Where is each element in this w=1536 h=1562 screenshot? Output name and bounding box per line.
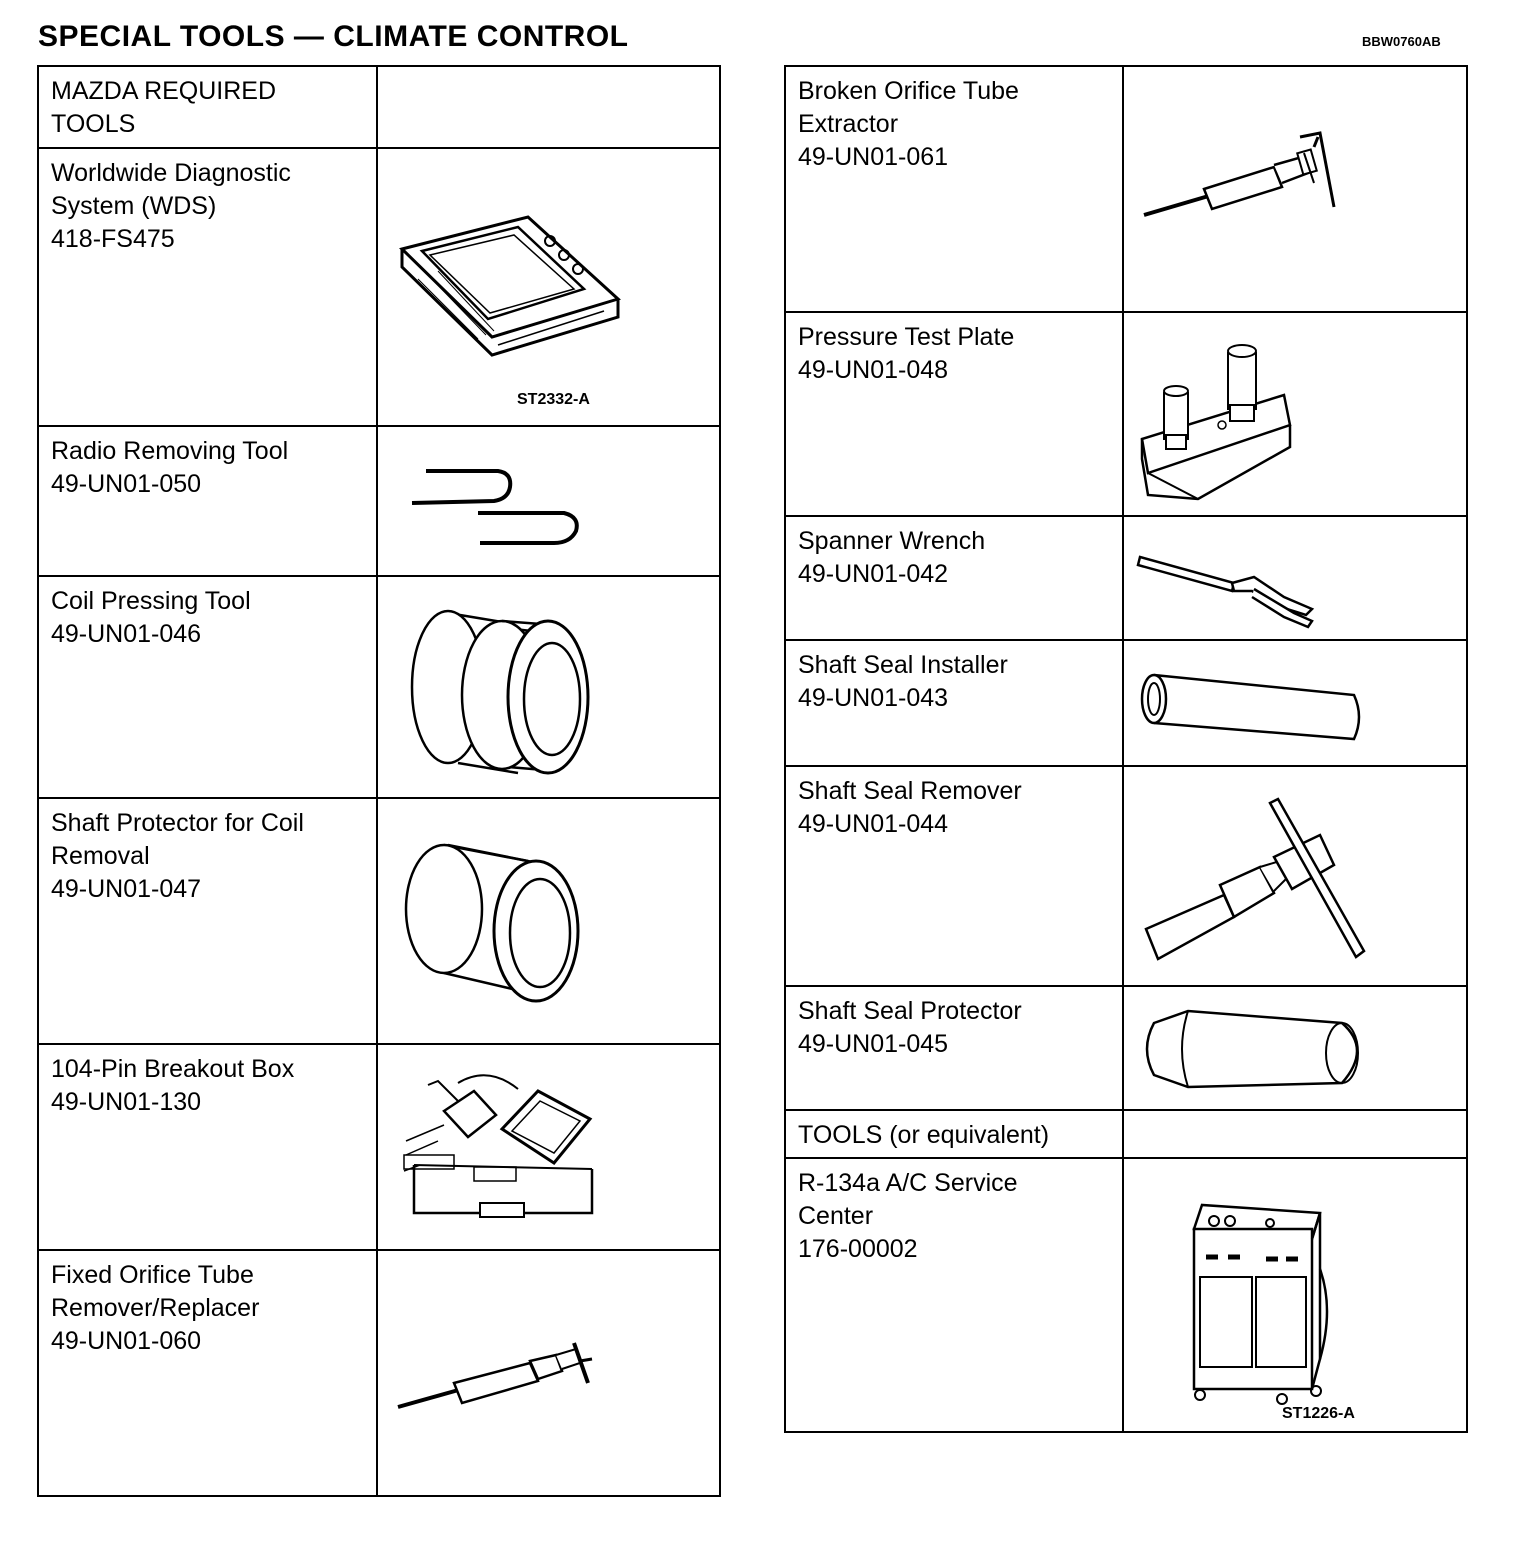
part-number: 49-UN01-060	[51, 1327, 202, 1355]
tool-text-cell	[785, 640, 1123, 766]
table-row	[785, 640, 1467, 766]
tool-image-cell	[377, 426, 720, 576]
radio-removing-tool-icon	[378, 427, 721, 575]
tool-name: Shaft Seal Installer	[798, 651, 1008, 679]
tool-text-cell	[38, 1044, 377, 1250]
tool-name: R-134a A/C Service Center	[798, 1169, 1018, 1230]
tool-text-cell	[785, 312, 1123, 516]
figure-caption: ST2332-A	[517, 391, 590, 408]
tool-name: Fixed Orifice Tube Remover/Replacer	[51, 1261, 260, 1322]
tool-text-cell	[38, 426, 377, 576]
part-number: 49-UN01-043	[798, 684, 949, 712]
tool-image-cell	[1123, 312, 1467, 516]
tool-text-cell	[785, 66, 1123, 312]
tool-text-cell	[38, 148, 377, 426]
spanner-wrench-icon	[1124, 517, 1468, 639]
section-header: TOOLS (or equivalent)	[798, 1121, 1050, 1149]
tool-text-cell	[38, 798, 377, 1044]
tool-image-cell	[1123, 66, 1467, 312]
figure-caption: ST1226-A	[1282, 1405, 1355, 1422]
tool-image-cell	[1123, 986, 1467, 1110]
tool-text-cell	[785, 516, 1123, 640]
figure-code: BBW0760AB	[1362, 34, 1441, 49]
table-row	[38, 798, 720, 1044]
tool-name: Shaft Seal Remover	[798, 777, 1022, 805]
shaft-protector-icon	[378, 799, 721, 1043]
shaft-seal-installer-icon	[1124, 641, 1468, 765]
part-number: 418-FS475	[51, 225, 175, 253]
tool-name: Spanner Wrench	[798, 527, 986, 555]
section-header-empty-cell	[1123, 1110, 1467, 1158]
part-number: 49-UN01-044	[798, 810, 949, 838]
tool-name: Shaft Protector for Coil Removal	[51, 809, 304, 870]
tool-image-cell	[1123, 1158, 1467, 1432]
tool-image-cell	[1123, 516, 1467, 640]
table-row	[785, 986, 1467, 1110]
part-number: 49-UN01-046	[51, 620, 202, 648]
table-row	[38, 1044, 720, 1250]
shaft-seal-protector-icon	[1124, 987, 1468, 1109]
table-row	[785, 516, 1467, 640]
right-tools-table	[784, 65, 1468, 1433]
tool-text-cell	[785, 1158, 1123, 1432]
shaft-seal-remover-icon	[1124, 767, 1468, 985]
tool-text-cell	[38, 576, 377, 798]
tool-image-cell	[377, 576, 720, 798]
table-row	[785, 66, 1467, 312]
table-row	[785, 766, 1467, 986]
part-number: 49-UN01-061	[798, 143, 949, 171]
orifice-tube-remover-icon	[378, 1251, 721, 1495]
tool-name: Broken Orifice Tube Extractor	[798, 77, 1019, 138]
table-header-cell	[38, 66, 377, 148]
table-row	[38, 576, 720, 798]
tool-image-cell	[377, 148, 720, 426]
ac-service-center-icon	[1124, 1159, 1468, 1431]
pressure-test-plate-icon	[1124, 313, 1468, 515]
table-row	[38, 148, 720, 426]
tool-image-cell	[1123, 766, 1467, 986]
tool-text-cell	[38, 1250, 377, 1496]
tool-image-cell	[377, 798, 720, 1044]
table-row	[785, 1158, 1467, 1432]
tool-text-cell	[785, 766, 1123, 986]
breakout-box-icon	[378, 1045, 721, 1249]
table-header-empty-cell	[377, 66, 720, 148]
part-number: 49-UN01-042	[798, 560, 949, 588]
part-number: 49-UN01-130	[51, 1088, 202, 1116]
orifice-tube-extractor-icon	[1124, 67, 1468, 311]
section-header-cell	[785, 1110, 1123, 1158]
part-number: 49-UN01-050	[51, 470, 202, 498]
tool-name: Radio Removing Tool	[51, 437, 289, 465]
part-number: 49-UN01-048	[798, 356, 949, 384]
tool-image-cell	[377, 1044, 720, 1250]
table-row	[785, 1110, 1467, 1158]
tool-name: Pressure Test Plate	[798, 323, 1015, 351]
coil-pressing-tool-icon	[378, 577, 721, 797]
tool-name: Coil Pressing Tool	[51, 587, 251, 615]
page-title: SPECIAL TOOLS — CLIMATE CONTROL	[38, 20, 629, 53]
tool-image-cell	[377, 1250, 720, 1496]
tool-name: Shaft Seal Protector	[798, 997, 1022, 1025]
table-row	[38, 1250, 720, 1496]
table-row	[38, 426, 720, 576]
tool-text-cell	[785, 986, 1123, 1110]
tool-name: 104-Pin Breakout Box	[51, 1055, 295, 1083]
left-tools-table	[37, 65, 721, 1497]
part-number: 176-00002	[798, 1235, 918, 1263]
tool-name: Worldwide Diagnostic System (WDS)	[51, 159, 291, 220]
table-row	[38, 66, 720, 148]
table-header: MAZDA REQUIRED TOOLS	[51, 77, 277, 138]
part-number: 49-UN01-045	[798, 1030, 949, 1058]
table-row	[785, 312, 1467, 516]
tool-image-cell	[1123, 640, 1467, 766]
part-number: 49-UN01-047	[51, 875, 202, 903]
